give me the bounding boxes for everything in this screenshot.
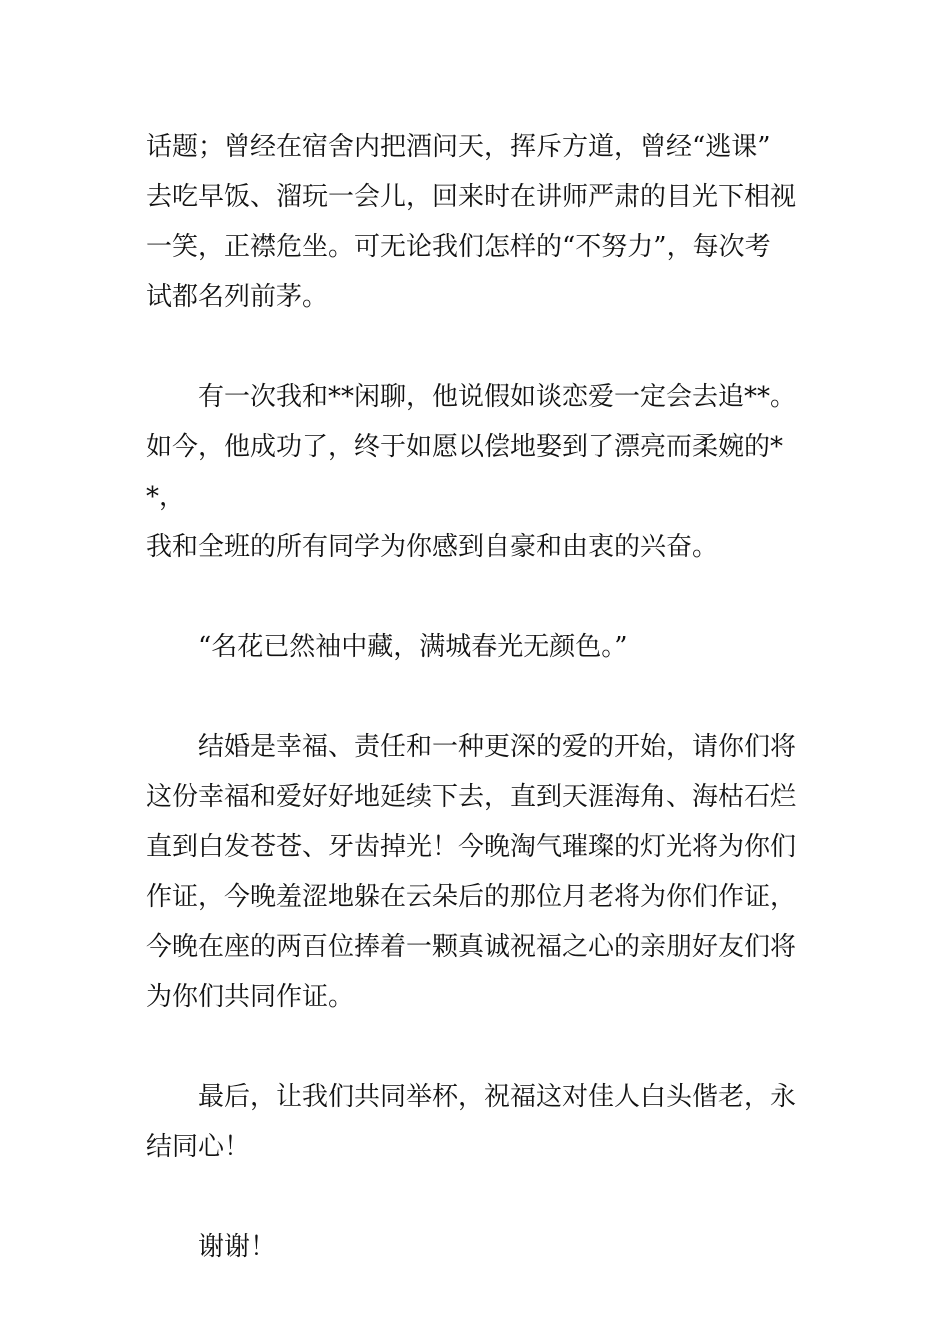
paragraph-6-thanks [146, 1222, 810, 1272]
paragraph-5 [146, 1072, 810, 1172]
paragraph-line: 这份幸福和爱好好地延续下去，直到天涯海角、海枯石烂 [146, 782, 797, 812]
document-body [146, 122, 810, 1272]
paragraph-gap [146, 572, 810, 622]
paragraph-line: 一笑，正襟危坐。可无论我们怎样的“不努力”，每次考 [146, 232, 771, 262]
paragraph-line: 去吃早饭、溜玩一会儿，回来时在讲师严肃的目光下相视 [146, 182, 797, 212]
paragraph-line: 话题；曾经在宿舍内把酒问天，挥斥方道，曾经“逃课” [146, 132, 771, 162]
paragraph-line: 最后，让我们共同举杯，祝福这对佳人白头偕老，永 [198, 1082, 797, 1112]
paragraph-line: 结婚是幸福、责任和一种更深的爱的开始，请你们将 [198, 732, 797, 762]
paragraph-line: 如今，他成功了，终于如愿以偿地娶到了漂亮而柔婉的**， [146, 432, 784, 512]
paragraph-2 [146, 372, 810, 572]
paragraph-3-quote [146, 622, 810, 672]
paragraph-4 [146, 722, 810, 1022]
paragraph-gap [146, 322, 810, 372]
paragraph-line: 我和全班的所有同学为你感到自豪和由衷的兴奋。 [146, 532, 719, 562]
paragraph-line: 有一次我和**闲聊，他说假如谈恋爱一定会去追**。 [198, 382, 797, 412]
paragraph-gap [146, 672, 810, 722]
paragraph-line: “名花已然袖中藏，满城春光无颜色。” [198, 632, 628, 662]
paragraph-line: 作证，今晚羞涩地躲在云朵后的那位月老将为你们作证， [146, 882, 797, 912]
paragraph-line: 结同心！ [146, 1132, 251, 1162]
paragraph-gap [146, 1022, 810, 1072]
paragraph-line: 谢谢！ [198, 1232, 277, 1262]
paragraph-line: 为你们共同作证。 [146, 982, 355, 1012]
paragraph-1 [146, 122, 810, 322]
paragraph-line: 直到白发苍苍、牙齿掉光！今晚淘气璀璨的灯光将为你们 [146, 832, 797, 862]
paragraph-line: 今晚在座的两百位捧着一颗真诚祝福之心的亲朋好友们将 [146, 932, 797, 962]
paragraph-gap [146, 1172, 810, 1222]
paragraph-line: 试都名列前茅。 [146, 282, 329, 312]
